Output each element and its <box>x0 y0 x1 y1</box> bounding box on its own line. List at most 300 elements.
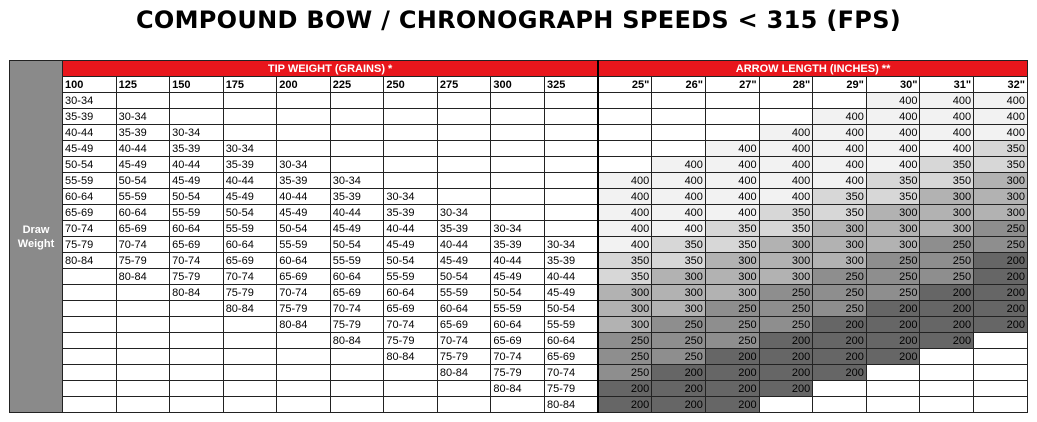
draw-weight-range-cell: 75-79 <box>544 381 598 397</box>
draw-weight-range-cell <box>437 189 491 205</box>
draw-weight-range-cell: 40-44 <box>544 269 598 285</box>
draw-weight-range-cell <box>277 365 331 381</box>
draw-weight-range-cell: 80-84 <box>491 381 545 397</box>
draw-weight-range-cell: 80-84 <box>544 397 598 413</box>
draw-weight-range-cell: 75-79 <box>223 285 277 301</box>
spine-value-cell: 250 <box>866 253 920 269</box>
tip-weight-col-header: 200 <box>277 77 331 93</box>
spine-value-cell: 300 <box>866 205 920 221</box>
draw-weight-range-cell <box>491 157 545 173</box>
spine-value-cell: 250 <box>866 285 920 301</box>
spine-value-cell: 400 <box>974 93 1028 109</box>
draw-weight-range-cell: 80-84 <box>384 349 438 365</box>
spine-value-cell: 400 <box>866 125 920 141</box>
draw-weight-range-cell <box>170 381 224 397</box>
spine-value-cell: 200 <box>705 349 759 365</box>
table-row <box>10 189 1028 205</box>
spine-value-cell: 350 <box>974 157 1028 173</box>
spine-value-cell: 400 <box>652 173 706 189</box>
draw-weight-range-cell <box>384 157 438 173</box>
draw-weight-range-cell <box>330 93 384 109</box>
draw-weight-range-cell: 35-39 <box>116 125 170 141</box>
draw-weight-range-cell: 60-64 <box>330 269 384 285</box>
spine-value-cell: 200 <box>598 397 652 413</box>
spine-value-cell: 250 <box>866 269 920 285</box>
draw-weight-range-cell <box>491 205 545 221</box>
arrow-length-col-header: 27" <box>705 77 759 93</box>
draw-weight-range-cell <box>330 349 384 365</box>
draw-weight-range-cell <box>223 125 277 141</box>
draw-weight-range-cell: 80-84 <box>223 301 277 317</box>
spine-value-cell: 200 <box>920 317 974 333</box>
draw-weight-range-cell: 40-44 <box>491 253 545 269</box>
spine-value-cell: 400 <box>705 141 759 157</box>
spine-value-cell: 300 <box>920 205 974 221</box>
draw-weight-range-cell: 50-54 <box>277 221 331 237</box>
draw-weight-range-cell: 80-84 <box>63 253 117 269</box>
spine-value-cell: 200 <box>652 365 706 381</box>
draw-weight-range-cell: 45-49 <box>330 221 384 237</box>
draw-weight-range-cell <box>63 397 117 413</box>
subheader-row <box>10 77 1028 93</box>
spine-value-cell <box>759 109 813 125</box>
draw-weight-range-cell <box>116 333 170 349</box>
spine-value-cell <box>974 349 1028 365</box>
spine-value-cell: 200 <box>920 301 974 317</box>
spine-value-cell <box>866 381 920 397</box>
spine-value-cell: 400 <box>813 173 867 189</box>
draw-weight-range-cell: 75-79 <box>384 333 438 349</box>
spine-value-cell: 250 <box>813 285 867 301</box>
spine-value-cell: 300 <box>598 285 652 301</box>
spine-value-cell: 300 <box>974 205 1028 221</box>
draw-weight-range-cell <box>116 397 170 413</box>
draw-weight-range-cell: 55-59 <box>544 317 598 333</box>
spine-value-cell: 200 <box>920 333 974 349</box>
draw-weight-range-cell: 65-69 <box>116 221 170 237</box>
tip-weight-header: TIP WEIGHT (GRAINS) * <box>63 61 599 77</box>
table-row <box>10 285 1028 301</box>
draw-weight-range-cell: 35-39 <box>384 205 438 221</box>
spine-value-cell: 250 <box>813 301 867 317</box>
arrow-length-header: ARROW LENGTH (INCHES) ** <box>598 61 1027 77</box>
draw-weight-range-cell: 55-59 <box>437 285 491 301</box>
spine-value-cell: 200 <box>974 269 1028 285</box>
draw-weight-range-cell <box>223 365 277 381</box>
arrow-length-col-header: 32" <box>974 77 1028 93</box>
draw-weight-range-cell: 70-74 <box>277 285 331 301</box>
draw-weight-range-cell <box>277 109 331 125</box>
spine-value-cell: 200 <box>813 349 867 365</box>
spine-value-cell: 400 <box>920 109 974 125</box>
spine-value-cell: 350 <box>652 253 706 269</box>
spine-value-cell <box>866 397 920 413</box>
spine-value-cell: 300 <box>705 269 759 285</box>
spine-value-cell: 200 <box>759 365 813 381</box>
spine-value-cell: 300 <box>974 189 1028 205</box>
tip-weight-col-header: 100 <box>63 77 117 93</box>
draw-weight-range-cell <box>63 333 117 349</box>
draw-weight-range-cell: 30-34 <box>384 189 438 205</box>
spine-value-cell: 250 <box>598 349 652 365</box>
draw-weight-range-cell <box>544 189 598 205</box>
draw-weight-range-cell <box>437 173 491 189</box>
draw-weight-range-cell: 50-54 <box>330 237 384 253</box>
spine-value-cell: 200 <box>866 301 920 317</box>
draw-label: Draw <box>22 223 50 236</box>
draw-weight-range-cell: 70-74 <box>170 253 224 269</box>
spine-value-cell: 200 <box>652 381 706 397</box>
draw-weight-range-cell <box>437 157 491 173</box>
spine-value-cell: 400 <box>813 157 867 173</box>
draw-weight-range-cell: 60-64 <box>170 221 224 237</box>
draw-weight-range-cell: 30-34 <box>544 237 598 253</box>
draw-weight-range-cell: 30-34 <box>170 125 224 141</box>
draw-weight-range-cell <box>223 109 277 125</box>
draw-weight-range-cell <box>63 285 117 301</box>
table-row <box>10 365 1028 381</box>
table-row <box>10 301 1028 317</box>
spine-value-cell <box>974 397 1028 413</box>
draw-weight-range-cell: 70-74 <box>437 333 491 349</box>
draw-weight-range-cell <box>384 125 438 141</box>
draw-weight-range-cell: 45-49 <box>384 237 438 253</box>
arrow-length-col-header: 29" <box>813 77 867 93</box>
spine-value-cell: 400 <box>759 125 813 141</box>
draw-weight-range-cell <box>544 173 598 189</box>
spine-value-cell: 300 <box>759 237 813 253</box>
spine-value-cell: 300 <box>813 253 867 269</box>
draw-weight-range-cell: 45-49 <box>170 173 224 189</box>
spine-value-cell: 250 <box>974 221 1028 237</box>
spine-value-cell: 300 <box>866 221 920 237</box>
spine-value-cell: 400 <box>652 157 706 173</box>
spine-value-cell <box>705 109 759 125</box>
draw-weight-range-cell: 35-39 <box>63 109 117 125</box>
draw-weight-range-cell <box>330 381 384 397</box>
draw-weight-range-cell <box>116 381 170 397</box>
draw-weight-range-cell: 65-69 <box>544 349 598 365</box>
arrow-length-col-header: 25" <box>598 77 652 93</box>
spine-value-cell <box>598 157 652 173</box>
draw-weight-range-cell: 65-69 <box>223 253 277 269</box>
draw-weight-range-cell <box>544 221 598 237</box>
table-row <box>10 269 1028 285</box>
draw-weight-range-cell: 55-59 <box>277 237 331 253</box>
spine-value-cell: 400 <box>598 221 652 237</box>
draw-weight-range-cell <box>116 349 170 365</box>
draw-weight-range-cell <box>544 141 598 157</box>
tip-weight-col-header: 125 <box>116 77 170 93</box>
spine-value-cell: 400 <box>652 221 706 237</box>
table-row <box>10 381 1028 397</box>
draw-weight-range-cell: 60-64 <box>491 317 545 333</box>
draw-weight-range-cell <box>330 397 384 413</box>
spine-value-cell <box>813 93 867 109</box>
draw-weight-range-cell: 40-44 <box>170 157 224 173</box>
spine-value-cell <box>759 93 813 109</box>
spine-value-cell: 250 <box>920 253 974 269</box>
draw-weight-range-cell: 80-84 <box>116 269 170 285</box>
spine-value-cell: 350 <box>705 221 759 237</box>
spine-value-cell: 400 <box>974 109 1028 125</box>
draw-weight-range-cell <box>544 157 598 173</box>
spine-value-cell <box>652 125 706 141</box>
spine-value-cell: 300 <box>705 253 759 269</box>
draw-weight-range-cell: 30-34 <box>491 221 545 237</box>
draw-weight-range-cell: 60-64 <box>116 205 170 221</box>
spine-value-cell <box>598 109 652 125</box>
spine-value-cell: 250 <box>759 285 813 301</box>
spine-value-cell: 350 <box>598 269 652 285</box>
draw-weight-range-cell <box>116 301 170 317</box>
draw-weight-range-cell <box>491 141 545 157</box>
draw-weight-range-cell <box>277 141 331 157</box>
draw-weight-range-cell <box>116 285 170 301</box>
draw-weight-range-cell <box>116 317 170 333</box>
spine-value-cell: 200 <box>974 301 1028 317</box>
spine-value-cell: 200 <box>813 333 867 349</box>
spine-value-cell: 300 <box>705 285 759 301</box>
spine-value-cell <box>974 381 1028 397</box>
spine-value-cell: 200 <box>705 381 759 397</box>
table-row <box>10 397 1028 413</box>
draw-weight-range-cell <box>63 317 117 333</box>
spine-value-cell: 300 <box>974 173 1028 189</box>
draw-weight-range-cell: 75-79 <box>330 317 384 333</box>
spine-value-cell: 250 <box>759 317 813 333</box>
draw-weight-range-cell: 35-39 <box>491 237 545 253</box>
draw-weight-range-cell: 80-84 <box>437 365 491 381</box>
draw-weight-range-cell: 45-49 <box>491 269 545 285</box>
draw-weight-range-cell <box>63 269 117 285</box>
draw-weight-range-cell: 50-54 <box>223 205 277 221</box>
table-row <box>10 237 1028 253</box>
spine-value-cell: 250 <box>652 349 706 365</box>
table-row <box>10 93 1028 109</box>
draw-weight-range-cell: 55-59 <box>330 253 384 269</box>
spine-value-cell: 300 <box>598 317 652 333</box>
draw-weight-range-cell: 60-64 <box>63 189 117 205</box>
spine-value-cell: 200 <box>759 381 813 397</box>
draw-weight-range-cell <box>277 381 331 397</box>
tip-weight-col-header: 275 <box>437 77 491 93</box>
spine-value-cell: 350 <box>759 205 813 221</box>
spine-value-cell: 400 <box>598 237 652 253</box>
table-row <box>10 221 1028 237</box>
draw-weight-range-cell: 75-79 <box>491 365 545 381</box>
table-row <box>10 205 1028 221</box>
draw-weight-range-cell: 80-84 <box>170 285 224 301</box>
spine-value-cell: 300 <box>652 285 706 301</box>
spine-value-cell: 300 <box>759 253 813 269</box>
spine-value-cell: 200 <box>866 349 920 365</box>
spine-value-cell: 200 <box>866 333 920 349</box>
draw-weight-range-cell: 75-79 <box>116 253 170 269</box>
draw-weight-range-cell <box>437 109 491 125</box>
spine-value-cell: 200 <box>759 349 813 365</box>
spine-value-cell <box>652 141 706 157</box>
draw-weight-range-cell: 75-79 <box>63 237 117 253</box>
spine-value-cell: 350 <box>974 141 1028 157</box>
spine-value-cell: 200 <box>974 285 1028 301</box>
draw-weight-range-cell <box>277 397 331 413</box>
draw-weight-range-cell: 70-74 <box>116 237 170 253</box>
table-row <box>10 333 1028 349</box>
draw-weight-range-cell: 30-34 <box>63 93 117 109</box>
spine-value-cell <box>920 381 974 397</box>
spine-value-cell: 400 <box>759 173 813 189</box>
spine-value-cell: 400 <box>866 109 920 125</box>
draw-weight-label <box>10 61 63 413</box>
draw-weight-range-cell <box>384 381 438 397</box>
spine-value-cell: 350 <box>813 189 867 205</box>
chart-body <box>10 61 1028 413</box>
draw-weight-range-cell: 70-74 <box>544 365 598 381</box>
spine-value-cell: 200 <box>974 253 1028 269</box>
draw-weight-range-cell: 60-64 <box>437 301 491 317</box>
spine-value-cell <box>705 125 759 141</box>
draw-weight-range-cell <box>384 173 438 189</box>
draw-weight-range-cell: 40-44 <box>223 173 277 189</box>
draw-weight-range-cell <box>223 349 277 365</box>
draw-weight-range-cell <box>330 125 384 141</box>
spine-value-cell: 350 <box>598 253 652 269</box>
spine-value-cell: 200 <box>652 397 706 413</box>
draw-weight-range-cell <box>277 333 331 349</box>
spine-value-cell: 300 <box>652 301 706 317</box>
draw-weight-range-cell <box>170 301 224 317</box>
draw-weight-range-cell <box>170 93 224 109</box>
spine-value-cell: 350 <box>652 237 706 253</box>
spine-value-cell <box>920 349 974 365</box>
spine-value-cell: 400 <box>759 141 813 157</box>
draw-weight-range-cell: 75-79 <box>170 269 224 285</box>
draw-weight-range-cell: 40-44 <box>277 189 331 205</box>
spine-value-cell: 250 <box>813 269 867 285</box>
arrow-length-col-header: 26" <box>652 77 706 93</box>
spine-value-cell: 400 <box>759 157 813 173</box>
weight-label: Weight <box>17 237 55 250</box>
draw-weight-range-cell: 45-49 <box>223 189 277 205</box>
tip-weight-col-header: 325 <box>544 77 598 93</box>
draw-weight-range-cell: 65-69 <box>491 333 545 349</box>
draw-weight-range-cell: 35-39 <box>544 253 598 269</box>
header-row-red <box>10 61 1028 77</box>
arrow-length-col-header: 28" <box>759 77 813 93</box>
draw-weight-range-cell: 30-34 <box>277 157 331 173</box>
spine-value-cell: 350 <box>759 221 813 237</box>
draw-weight-range-cell: 65-69 <box>63 205 117 221</box>
spine-value-cell: 400 <box>813 141 867 157</box>
draw-weight-range-cell: 60-64 <box>384 285 438 301</box>
draw-weight-range-cell <box>437 397 491 413</box>
table-row <box>10 253 1028 269</box>
draw-weight-range-cell <box>116 365 170 381</box>
tip-weight-col-header: 250 <box>384 77 438 93</box>
draw-weight-range-cell: 60-64 <box>544 333 598 349</box>
draw-weight-range-cell: 65-69 <box>384 301 438 317</box>
draw-weight-range-cell <box>277 125 331 141</box>
draw-weight-range-cell <box>63 301 117 317</box>
draw-weight-range-cell: 60-64 <box>223 237 277 253</box>
spine-value-cell: 250 <box>705 333 759 349</box>
draw-weight-range-cell: 55-59 <box>63 173 117 189</box>
draw-weight-range-cell <box>330 109 384 125</box>
draw-weight-range-cell <box>116 93 170 109</box>
spine-value-cell: 300 <box>652 269 706 285</box>
draw-weight-range-cell: 50-54 <box>384 253 438 269</box>
draw-weight-range-cell <box>491 173 545 189</box>
spine-value-cell: 400 <box>920 93 974 109</box>
spine-value-cell: 400 <box>705 173 759 189</box>
spine-value-cell: 200 <box>920 285 974 301</box>
draw-weight-range-cell <box>384 141 438 157</box>
draw-weight-range-cell <box>170 349 224 365</box>
draw-weight-range-cell <box>384 93 438 109</box>
spine-value-cell <box>598 93 652 109</box>
spine-value-cell: 200 <box>813 317 867 333</box>
spine-value-cell: 250 <box>652 317 706 333</box>
spine-value-cell: 250 <box>598 365 652 381</box>
spine-value-cell: 400 <box>920 141 974 157</box>
spine-value-cell: 350 <box>920 173 974 189</box>
draw-weight-range-cell: 30-34 <box>116 109 170 125</box>
draw-weight-range-cell: 45-49 <box>544 285 598 301</box>
draw-weight-range-cell <box>384 397 438 413</box>
draw-weight-range-cell: 40-44 <box>330 205 384 221</box>
draw-weight-range-cell: 30-34 <box>223 141 277 157</box>
spine-value-cell <box>598 141 652 157</box>
draw-weight-range-cell: 50-54 <box>116 173 170 189</box>
spine-value-cell: 400 <box>813 109 867 125</box>
table-row <box>10 125 1028 141</box>
draw-weight-range-cell: 45-49 <box>277 205 331 221</box>
draw-weight-range-cell: 80-84 <box>330 333 384 349</box>
spine-value-cell: 250 <box>974 237 1028 253</box>
draw-weight-range-cell <box>491 397 545 413</box>
spine-value-cell: 400 <box>652 205 706 221</box>
spine-value-cell: 350 <box>705 237 759 253</box>
draw-weight-range-cell <box>170 109 224 125</box>
table-row <box>10 173 1028 189</box>
spine-value-cell <box>974 365 1028 381</box>
draw-weight-range-cell: 30-34 <box>330 173 384 189</box>
draw-weight-range-cell: 45-49 <box>63 141 117 157</box>
draw-weight-range-cell <box>223 381 277 397</box>
spine-value-cell: 200 <box>705 365 759 381</box>
spine-value-cell: 250 <box>920 269 974 285</box>
draw-weight-range-cell: 70-74 <box>491 349 545 365</box>
draw-weight-range-cell: 40-44 <box>437 237 491 253</box>
draw-weight-range-cell: 55-59 <box>223 221 277 237</box>
draw-weight-range-cell: 40-44 <box>384 221 438 237</box>
spine-value-cell: 300 <box>920 221 974 237</box>
spine-value-cell: 400 <box>705 205 759 221</box>
spine-value-cell: 350 <box>866 173 920 189</box>
spine-value-cell: 250 <box>652 333 706 349</box>
spine-value-cell: 300 <box>598 301 652 317</box>
spine-value-cell <box>705 93 759 109</box>
draw-weight-range-cell <box>223 333 277 349</box>
draw-weight-range-cell: 50-54 <box>544 301 598 317</box>
spine-value-cell: 400 <box>652 189 706 205</box>
draw-weight-range-cell: 30-34 <box>437 205 491 221</box>
draw-weight-range-cell <box>437 141 491 157</box>
spine-value-cell: 400 <box>866 157 920 173</box>
spine-value-cell: 250 <box>759 301 813 317</box>
draw-weight-range-cell <box>63 381 117 397</box>
